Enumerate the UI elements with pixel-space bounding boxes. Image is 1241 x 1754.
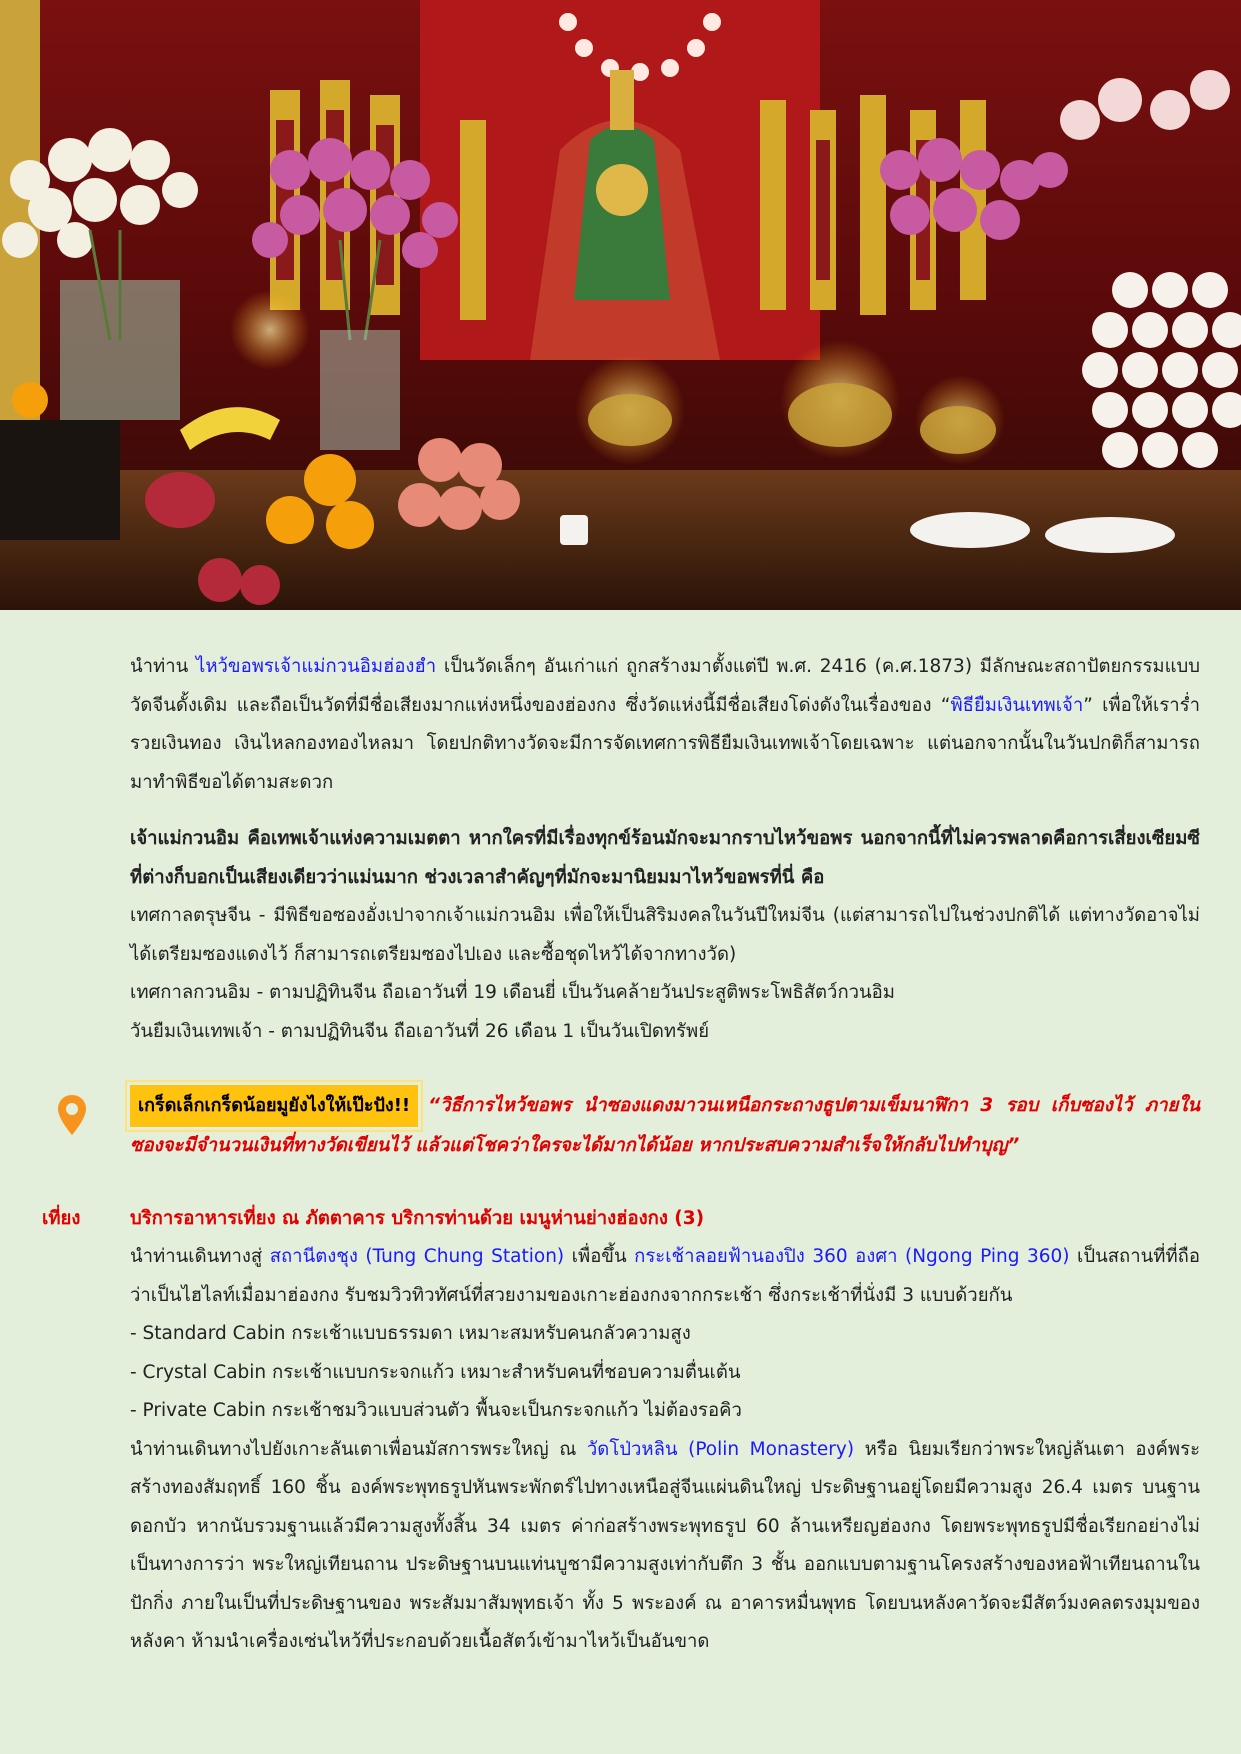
shrine-altar-photo — [0, 0, 1241, 610]
lunch-time-label: เที่ยง — [42, 1207, 81, 1229]
tip-text: “วิธีการไหว้ขอพร นำซองแดงมาวนเหนือกระถางธูปตามเข็มนาฬิกา 3 รอบ เก็บซองไว้ ภายในซองจะมีจำนวนเงินที่ทางวัดเขียนไว้ แล้วแต่โชคว่าใครจะได้มากได้น้อย หากประสบความสำเร็จให้กลับไปทำบุญ” — [130, 1095, 1200, 1156]
cable-text: นำท่านเดินทางสู่ — [130, 1246, 270, 1267]
cable-text: เป็นสถานที่ที่ถือว่าเป็นไฮไลท์เมื่อมาฮ่องกง รับชมวิวทิวทัศน์ที่สวยงามของเกาะฮ่องกงจากกระเช้า ซึ่งกระเช้าที่นั่งมี 3 แบบด้วยกัน — [130, 1246, 1200, 1306]
guanyin-bold-paragraph: เจ้าแม่กวนอิม คือเทพเจ้าแห่งความเมตตา หากใครที่มีเรื่องทุกข์ร้อนมักจะมากราบไหว้ขอพร นอกจากนี้ที่ไม่ควรพลาดคือการเสี่ยงเซียมซี ที่ต่างก็บอกเป็นเสียงเดียวว่าแม่นมาก ช่วงเวลาสำคัญๆที่มักจะมานิยมมาไหว้ขอพรที่นี่ คือ — [130, 828, 1200, 888]
polin-paragraph — [130, 1431, 1200, 1662]
cable-car-paragraph — [130, 1238, 1200, 1315]
festival-item: วันยืมเงินเทพเจ้า - ตามปฏิทินจีน ถือเอาวันที่ 26 เดือน 1 เป็นวันเปิดทรัพย์ — [130, 1020, 710, 1042]
ngong-ping-360-link[interactable]: กระเช้าลอยฟ้านองปิง 360 องศา (Ngong Ping 360) — [634, 1246, 1070, 1267]
borrow-money-ritual-link[interactable]: พิธียืมเงินเทพเจ้า — [950, 694, 1084, 716]
tip-block — [130, 1085, 1200, 1166]
intro-paragraph — [130, 648, 1200, 802]
polin-text: นำท่านเดินทางไปยังเกาะลันเตาเพื่อนมัสการพระใหญ่ ณ — [130, 1438, 587, 1460]
intro-text: เป็นวัดเล็กๆ อันเก่าแก่ ถูกสร้างมาตั้งแต่ปี พ.ศ. 2416 (ค.ศ.1873) มีลักษณะสถาปัตยกรรมแบบวัดจีนดั้งเดิม และถือเป็นวัดที่มีชื่อเสียงมากแห่งหนึ่งของฮ่องกง ซึ่งวัดแห่งนี้มีชื่อเสียงโด่งดังในเรื่องของ “ — [130, 656, 1200, 716]
polin-monastery-link[interactable]: วัดโป่วหลิน (Polin Monastery) — [586, 1438, 855, 1460]
festival-item: เทศกาลกวนอิม - ตามปฏิทินจีน ถือเอาวันที่ 19 เดือนยี่ เป็นวันคล้ายวันประสูติพระโพธิสัตว์กวนอิม — [130, 982, 895, 1003]
guanyin-temple-link[interactable]: ไหว้ขอพรเจ้าแม่กวนอิมฮ่องฮำ — [196, 656, 437, 677]
lunch-block — [42, 1200, 1200, 1239]
cabin-item: - Crystal Cabin กระเช้าแบบกระจกแก้ว เหมาะสำหรับคนที่ชอบความตื่นเต้น — [130, 1361, 741, 1383]
tip-label-badge: เกร็ดเล็กเกร็ดน้อยมูยังไงให้เป๊ะปัง!! — [130, 1085, 418, 1127]
festival-item: เทศกาลตรุษจีน - มีพิธีขอซองอั่งเปาจากเจ้าแม่กวนอิม เพื่อให้เป็นสิริมงคลในวันปีใหม่จีน (แต่สามารถไปในช่วงปกติได้ แต่ทางวัดอาจไม่ได้เตรียมซองแดงไว้ ก็สามารถเตรียมซองไปเอง และซื้อชุดไหว้ได้จากทางวัด) — [130, 905, 1200, 965]
cable-text: เพื่อขึ้น — [564, 1246, 635, 1267]
intro-text: นำท่าน — [130, 656, 197, 677]
polin-text: หรือ นิยมเรียกว่าพระใหญ่ลันเตา องค์พระสร้างทองสัมฤทธิ์ 160 ชิ้น องค์พระพุทธรูปหันพระพักตร์ไปทางเหนือสู่จีนแผ่นดินใหญ่ ประดิษฐานอยู่โดยมีความสูง 26.4 เมตร บนฐานดอกบัว หากนับรวมฐานแล้วมีความสูงทั้งสิ้น 34 เมตร ค่าก่อสร้างพระพุทธรูป 60 ล้านเหรียญฮ่องกง โดยพระพุทธรูปมีชื่อเรียกอย่างไม่เป็นทางการว่า พระใหญ่เทียนถาน ประดิษฐานบนแท่นบูชามีความสูงเท่ากับตึก 3 ชั้น ออกแบบตามฐานโครงสร้างของหอฟ้าเทียนถานในปักกิ่ง ภายในเป็นที่ประดิษฐานของ พระสัมมาสัมพุทธเจ้า ทั้ง 5 พระองค์ ณ อาคารหมื่นพุทธ โดยบนหลังคาวัดจะมีสัตว์มงคลตรงมุมของหลังคา ห้ามนำเครื่องเซ่นไหว้ที่ประกอบด้วยเนื้อสัตว์เข้ามาไหว้เป็นอันขาด — [130, 1438, 1201, 1652]
location-pin-icon — [58, 1095, 86, 1135]
hero-photo — [0, 0, 1241, 610]
lunch-title: บริการอาหารเที่ยง ณ ภัตตาคาร บริการท่านด้วย เมนูห่านย่างฮ่องกง (3) — [130, 1207, 705, 1229]
intro-text: ” เพื่อให้เรารํ่ารวยเงินทอง เงินไหลกองทองไหลมา โดยปกติทางวัดจะมีการจัดเทศการพิธียืมเงินเทพเจ้าโดยเฉพาะ แต่นอกจากนั้นในวันปกติก็สามารถมาทำพิธีขอได้ตามสะดวก — [130, 694, 1200, 793]
cabin-item: - Standard Cabin กระเช้าแบบธรรมดา เหมาะสมหรับคนกลัวความสูง — [130, 1323, 691, 1344]
tung-chung-station-link[interactable]: สถานีตงชุง (Tung Chung Station) — [269, 1246, 565, 1267]
content — [42, 648, 1201, 1662]
cabin-item: - Private Cabin กระเช้าชมวิวแบบส่วนตัว พื้นจะเป็นกระจกแก้ว ไม่ต้องรอคิว — [130, 1400, 742, 1421]
